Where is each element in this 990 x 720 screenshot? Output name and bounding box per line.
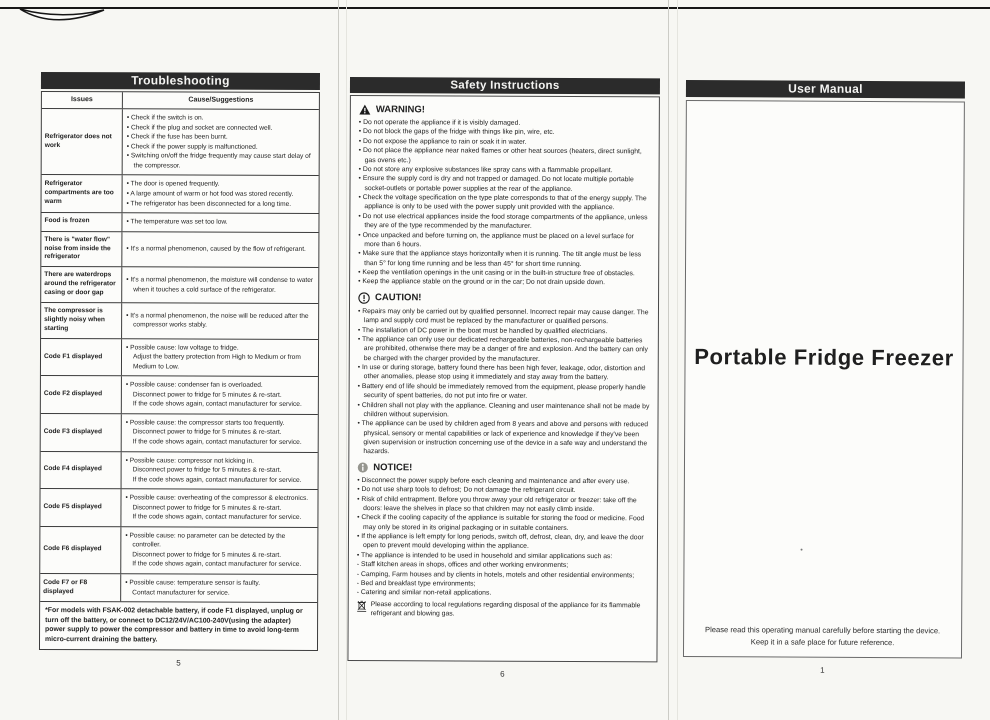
- page-curl-mark: [16, 0, 108, 32]
- cause-cell: [122, 268, 318, 303]
- safety-bullet: • Make sure that the appliance stays horizontally when it is running. The tilt angle must be less than 5° for long time running and be less than 45° for short time running.: [358, 250, 642, 268]
- notice-bullet-list: [357, 476, 650, 599]
- safety-bullet: • Once unpacked and before turning on, the appliance must be placed on a level surface for more than 6 hours.: [358, 231, 634, 249]
- safety-bullet: • If the appliance is left empty for long periods, switch off, defrost, clean, dry, and leave the door open to prevent mould developing within the appliance.: [356, 533, 644, 551]
- warning-bullet-list: [358, 118, 651, 288]
- cause-line: Contact manufacturer for service.: [132, 588, 230, 597]
- table-header-row: [42, 92, 319, 109]
- safety-bullet: • The appliance can only use our dedicated rechargeable batteries, non-rechargeable batteries are prohibited, otherwise there may be a danger of fire and explosion. And the battery can only be charged with the charger provided by the manufacturer.: [357, 335, 648, 363]
- safety-bullet: • Check if the cooling capacity of the appliance is suitable for storing the food or medicine. Food may only be stored in its original packaging or in suitable containers.: [357, 514, 645, 532]
- caution-heading: [358, 292, 650, 305]
- cause-line: If the code shows again, contact manufacturer for service.: [132, 560, 302, 569]
- disposal-note-row: [357, 600, 649, 620]
- product-title: Portable Fridge Freezer: [694, 344, 954, 371]
- issue-cell: The compressor is slightly noisy when starting: [41, 303, 122, 338]
- cover-note-line1: Please read this operating manual carefully before starting the device.: [705, 625, 941, 636]
- cause-line: • A large amount of warm or hot food was stored recently.: [126, 190, 294, 198]
- table-row: [41, 302, 318, 339]
- scan-speck: [801, 549, 803, 551]
- issue-cell: Code F6 displayed: [40, 527, 121, 573]
- notice-section: [357, 462, 650, 620]
- cause-line: • It's a normal phenomenon, caused by the flow of refrigerant.: [126, 245, 306, 254]
- safety-instructions-page: [347, 77, 660, 679]
- troubleshooting-page: [39, 72, 320, 668]
- cover-note: [684, 624, 961, 649]
- cause-line: • Check if the fuse has been burnt.: [126, 133, 228, 141]
- caution-circle-icon: [358, 292, 370, 304]
- table-row: [40, 526, 317, 574]
- cause-line: Adjust the battery protection from High to Medium or from Medium to Low.: [132, 353, 301, 371]
- cause-cell: [122, 232, 318, 267]
- cause-line: • The temperature was set too low.: [126, 218, 228, 226]
- cause-cell: [121, 527, 317, 574]
- page-number-right: 1: [820, 665, 825, 675]
- cause-line: Disconnect power to fridge for 5 minutes & re-start.: [132, 504, 282, 512]
- cause-line: • It's a normal phenomenon, the noise will be reduced after the compressor works stably.: [126, 312, 309, 329]
- cause-line: If the code shows again, contact manufacturer for service.: [132, 438, 302, 446]
- safety-bullet: • Children shall not play with the appliance. Cleaning and user maintenance shall not be made by children without supervision.: [357, 401, 650, 419]
- cause-line: Disconnect power to fridge for 5 minutes & re-start.: [132, 391, 282, 399]
- caution-heading-label: CAUTION!: [375, 292, 422, 304]
- cause-cell: [123, 176, 319, 213]
- issue-cell: Code F5 displayed: [40, 489, 121, 526]
- cause-cell: [121, 574, 317, 602]
- cause-line: • Possible cause: condenser fan is overloaded.: [125, 381, 263, 390]
- cause-line: • It's a normal phenomenon, the moisture will condense to water when it touches a cold surface of the refrigerator.: [126, 276, 314, 294]
- table-row: [41, 231, 318, 268]
- troubleshooting-table: [39, 91, 320, 651]
- table-row: [41, 375, 318, 414]
- safety-bullet: • Check the voltage specification on the type plate corresponds to that of the energy supply. The appliance is only to be used with the power supply unit provided with the appliance.: [358, 194, 647, 212]
- safety-bullet: • Ensure the supply cord is dry and not trapped or damaged. Do not locate multiple portable socket-outlets or portable power supplies at the rear of the appliance.: [358, 175, 634, 193]
- notice-heading-label: NOTICE!: [373, 461, 413, 474]
- scan-top-edge-line: [0, 7, 990, 9]
- cause-cell: [121, 489, 317, 526]
- safety-bullet: - Camping, Farm houses and by clients in hotels, motels and other residential environments;: [356, 570, 635, 579]
- safety-bullet: • Do not use sharp tools to defrost; Do not damage the refrigerant circuit.: [357, 486, 576, 495]
- issue-cell: Food is frozen: [41, 213, 122, 231]
- safety-bullet: • The appliance is intended to be used in household and similar applications such as:: [356, 551, 613, 560]
- cause-line: • Possible cause: the compressor starts too frequently.: [125, 419, 285, 427]
- cause-line: If the code shows again, contact manufacturer for service.: [132, 513, 302, 522]
- warning-triangle-icon: [359, 104, 371, 115]
- cause-line: • Check if the plug and socket are connected well.: [126, 123, 273, 132]
- user-manual-cover-box: [683, 100, 965, 658]
- cause-line: • The door is opened frequently.: [126, 180, 220, 189]
- warning-heading: [359, 104, 651, 116]
- info-circle-icon: [357, 462, 368, 473]
- cause-cell: [122, 377, 318, 414]
- table-row: [40, 488, 317, 527]
- table-row: [41, 266, 318, 303]
- caution-bullet-list: [357, 307, 650, 458]
- cause-cell: [123, 109, 319, 175]
- cause-line: • Possible cause: overheating of the compressor & electronics.: [125, 494, 309, 503]
- table-row: [41, 413, 318, 452]
- cause-line: • Possible cause: no parameter can be detected by the controller.: [125, 532, 286, 549]
- caution-section: [357, 292, 650, 458]
- issue-cell: Code F1 displayed: [41, 339, 122, 376]
- notice-heading: [357, 462, 649, 474]
- safety-bullet: • Risk of child entrapment. Before you throw away your old refrigerator or freezer: take off the doors: leave the shelves in place so that children may not easily climb inside.: [357, 495, 637, 513]
- safety-bullet: • Do not use electrical appliances inside the food storage compartments of the appliance, unless they are of the type recommended by the manufacturer.: [358, 212, 648, 230]
- page-fold-line: [677, 0, 678, 720]
- safety-bullet: • Do not place the appliance near naked flames or other heat sources (heaters, direct sunlight, gas ovens etc.): [358, 147, 642, 164]
- page-fold-line: [338, 0, 339, 720]
- safety-bullet: • In use or during storage, battery found there has been high fever, leakage, odor, distortion and other anomalies, please stop using it immediately and stay away from the battery.: [357, 364, 646, 382]
- cause-cell: [122, 213, 318, 231]
- cause-line: If the code shows again, contact manufacturer for service.: [132, 475, 302, 484]
- cause-line: • Check if the power supply is malfunctioned.: [126, 143, 258, 151]
- warning-section: [358, 104, 651, 288]
- safety-bullet: • Do not store any explosive substances like spray cans with a flammable propellant.: [358, 165, 613, 175]
- table-row: [41, 212, 318, 232]
- cause-cell: [122, 414, 318, 451]
- cover-note-line2: Keep it in a safe place for future reference.: [750, 637, 895, 648]
- page-number-middle: 6: [500, 669, 505, 679]
- cause-line: • Switching on/off the fridge frequently may cause start delay of the compressor.: [126, 152, 311, 170]
- table-row: [40, 573, 317, 602]
- safety-bullet: - Staff kitchen areas in shops, offices and other working environments;: [356, 561, 569, 570]
- issue-cell: Code F2 displayed: [41, 376, 122, 413]
- cause-cell: [122, 452, 318, 489]
- safety-bullet: • The installation of DC power in the boat must be handled by qualified electricians.: [357, 326, 608, 335]
- issue-cell: Code F7 or F8 displayed: [40, 574, 121, 601]
- cause-line: • Possible cause: low voltage to fridge.: [126, 343, 239, 352]
- safety-bullet: • Repairs may only be carried out by qualified personnel. Incorrect repair may cause danger. The lamp and supply cord must be replaced by the manufacturer or qualified persons.: [357, 307, 649, 326]
- cause-line: Disconnect power to fridge for 5 minutes & re-start.: [132, 466, 282, 474]
- issue-cell: There is "water flow" noise from inside the refrigerator: [41, 232, 122, 267]
- table-row: [41, 338, 318, 377]
- safety-bullet: • Do not expose the appliance to rain or soak it in water.: [358, 137, 527, 146]
- issue-cell: Code F4 displayed: [41, 452, 122, 489]
- issue-cell: There are waterdrops around the refrigerator casing or door gap: [41, 267, 122, 302]
- page-fold-line: [668, 0, 669, 720]
- issue-cell: Refrigerator compartments are too warm: [42, 175, 123, 212]
- safety-bullet: - Bed and breakfast type environments;: [356, 579, 476, 588]
- cause-line: • Possible cause: temperature sensor is faulty.: [125, 579, 261, 587]
- issue-cell: Refrigerator does not work: [42, 109, 123, 175]
- safety-bullet: • Battery end of life should be immediately removed from the equipment, please properly handle security of spent batteries, do not put into fire or water.: [357, 382, 646, 400]
- cause-line: If the code shows again, contact manufacturer for service.: [132, 400, 302, 409]
- safety-bullet: • Do not operate the appliance if it is visibly damaged.: [358, 119, 521, 127]
- cause-cell: [122, 303, 318, 338]
- table-row: [42, 108, 319, 175]
- table-row: [42, 174, 319, 213]
- cause-cell: [122, 339, 318, 376]
- cause-line: Disconnect power to fridge for 5 minutes & re-start.: [132, 428, 282, 437]
- safety-bullet: • Disconnect the power supply before each cleaning and maintenance and after every use.: [357, 476, 630, 485]
- cause-line: • The refrigerator has been disconnected for a long time.: [126, 199, 292, 208]
- cause-column-header: Cause/Suggestions: [188, 96, 254, 104]
- table-body: [40, 108, 319, 602]
- issues-column-header: Issues: [42, 92, 123, 108]
- troubleshooting-title-banner: Troubleshooting: [41, 72, 320, 90]
- safety-bullet: • The appliance can be used by children aged from 8 years and above and persons with reduced physical, sensory or mental capabilities or lack of experience and knowledge if they've been given supervision or instruction concerning use of the device in a safe way and understand the hazards.: [357, 420, 649, 456]
- disposal-note-text: Please according to local regulations regarding disposal of the appliance for its flammable refrigerant and blowing gas.: [370, 600, 641, 618]
- safety-bullet: - Catering and similar non-retail applications.: [356, 589, 492, 597]
- table-row: [41, 451, 318, 490]
- user-manual-page: [683, 80, 965, 675]
- page-number-left: 5: [176, 658, 181, 668]
- issue-cell: Code F3 displayed: [41, 414, 122, 451]
- safety-bullet: • Do not block the gaps of the fridge with things like pin, wire, etc.: [358, 128, 555, 137]
- safety-content-box: [347, 95, 659, 662]
- battery-footnote: *For models with FSAK-002 detachable battery, if code F1 displayed, unplug or turn off the battery, or connect to DC12/24V/AC100-240V(using the adapter) power supply to power the compressor and battery in time to avoid long-term micro-current draining the battery.: [40, 601, 317, 650]
- user-manual-title-banner: User Manual: [686, 80, 965, 98]
- cause-line: • Possible cause: compressor not kicking in.: [125, 456, 255, 465]
- cause-line: Disconnect power to fridge for 5 minutes & re-start.: [132, 551, 282, 559]
- safety-title-banner: Safety Instructions: [350, 77, 660, 94]
- warning-heading-label: WARNING!: [375, 104, 425, 116]
- cause-line: • Check if the switch is on.: [126, 114, 204, 122]
- safety-bullet: • Keep the ventilation openings in the unit casing or in the built-in structure free of obstacles.: [358, 269, 635, 278]
- weee-crossed-bin-icon: [357, 600, 367, 612]
- safety-bullet: • Keep the appliance stable on the ground or in the car; Do not drain upside down.: [358, 278, 605, 287]
